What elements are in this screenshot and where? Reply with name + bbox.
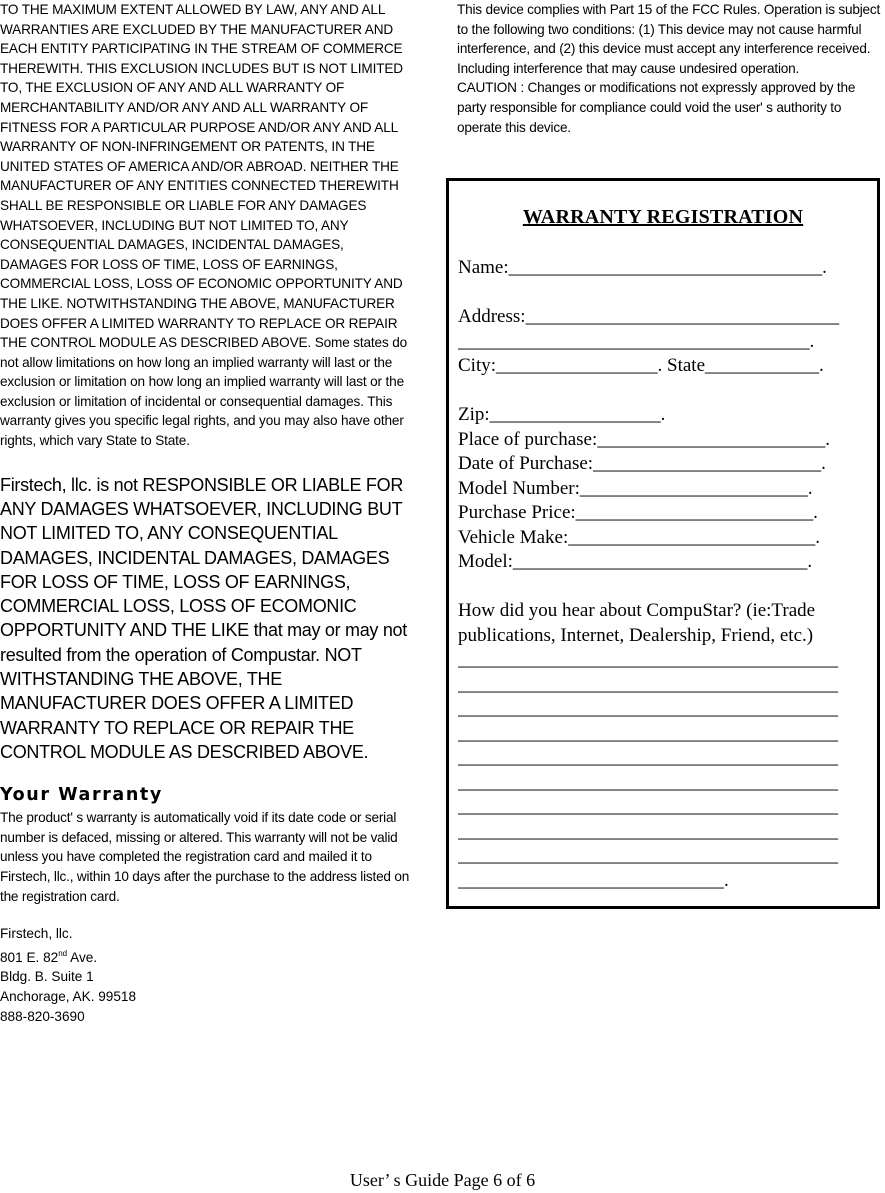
- company-name: Firstech, llc.: [0, 926, 73, 942]
- city-zip: Anchorage, AK. 99518: [0, 988, 137, 1004]
- company-address: [0, 924, 412, 1026]
- disclaimer-text: [0, 0, 412, 451]
- purchase-price-field[interactable]: Purchase Price:_________________________.: [458, 502, 818, 523]
- vehicle-make-field[interactable]: Vehicle Make:__________________________.: [458, 526, 821, 548]
- liability-notice: Firstech, llc. is not RESPONSIBLE OR LIABLE FOR ANY DAMAGES WHATSOEVER, INCLUDING BUT NOT LIMITED TO, ANY CONSEQUENTIAL DAMAGES, INCIDENTAL DAMAGES, DAMAGES FOR LOSS OF TIME, LOSS OF EARNINGS, COMMERCIAL LOSS, LOSS OF ECOMONIC OPPORTUNITY AND THE LIKE that may or may not resulted from the operation of Compustar. NOT WITHSTANDING THE ABOVE, THE MANUFACTURER DOES OFFER A LIMITED WARRANTY TO REPLACE OR REPAIR THE CONTROL MODULE AS DESCRIBED ABOVE.: [0, 474, 407, 762]
- building: Bldg. B. Suite 1: [0, 969, 94, 985]
- page-footer: User’ s Guide Page 6 of 6: [349, 1170, 536, 1190]
- disclaimer-caps: TO THE MAXIMUM EXTENT ALLOWED BY LAW, ANY AND ALL WARRANTIES ARE EXCLUDED BY THE MANUFACTURER AND EACH ENTITY PARTICIPATING IN THE STREAM OF COMMERCE THEREWITH. THIS EXCLUSION INCLUDES BUT IS NOT LIMITED TO, THE EXCLUSION OF ANY AND ALL WARRANTY OF MERCHANTABILITY AND/OR ANY AND ALL WARRANTY OF FITNESS FOR A PARTICULAR PURPOSE AND/OR ANY AND ALL WARRANTY OF NON-INFRINGEMENT OR PATENTS, IN THE UNITED STATES OF AMERICA AND/OR ABROAD. NEITHER THE MANUFACTURER OF ANY ENTITIES CONNECTED THEREWITH SHALL BE RESPONSIBLE OR LIABLE FOR ANY DAMAGES WHATSOEVER, INCLUDING BUT NOT LIMITED TO, ANY CONSEQUENTIAL DAMAGES, INCIDENTAL DAMAGES, DAMAGES FOR LOSS OF TIME, LOSS OF EARNINGS, COMMERCIAL LOSS, LOSS OF ECONOMIC OPPORTUNITY AND THE LIKE. NOTWITHSTANDING THE ABOVE, MANUFACTURER DOES OFFER A LIMITED WARRANTY TO REPLACE OR REPAIR THE CONTROL MODULE AS DESCRIBED ABOVE.: [0, 2, 403, 351]
- model-number-field[interactable]: Model Number:________________________.: [458, 477, 813, 499]
- left-column: [0, 0, 412, 1026]
- warranty-heading: Your Warranty: [0, 785, 163, 806]
- registration-form: [458, 256, 874, 893]
- disclaimer-tail: Some states do not allow limitations on how long an implied warranty will last or the exclusion or limitation on how long an implied warranty will last or the exclusion or limitation of incidental or consequential damages. This warranty gives you specific legal rights, and you may also have other rights, which vary State to State.: [0, 335, 408, 449]
- warranty-body: The product' s warranty is automatically void if its date code or serial number is defaced, missing or altered. This warranty will not be valid unless you have completed the registration card and mailed it to Firstech, llc., within 10 days after the purchase to the address listed on the registration card.: [0, 810, 410, 904]
- answer-line: ________________________________________: [458, 771, 838, 793]
- registration-title: WARRANTY REGISTRATION: [522, 206, 804, 228]
- answer-line: ________________________________________: [458, 722, 838, 744]
- phone-number: 888-820-3690: [0, 1008, 85, 1024]
- city-state-field[interactable]: City:_________________. State____________.: [458, 355, 824, 376]
- zip-field[interactable]: Zip:__________________.: [458, 404, 666, 425]
- source-question: How did you hear about CompuStar? (ie:Trade publications, Internet, Dealership, Friend, etc.): [458, 600, 816, 646]
- answer-line: ________________________________________: [458, 845, 838, 866]
- street-address: 801 E. 82nd Ave.: [0, 948, 98, 965]
- answer-line: ________________________________________: [458, 649, 838, 670]
- answer-line: ________________________________________: [458, 820, 838, 842]
- address-field[interactable]: Address:_________________________________: [458, 306, 840, 327]
- model-field[interactable]: Model:_______________________________.: [458, 551, 813, 572]
- fcc-notice: This device complies with Part 15 of the FCC Rules. Operation is subject to the following two conditions: (1) This device may not cause harmful interference, and (2) this device must accept any interference received. Including interference that may cause undesired operation. CAUTION : Changes or modifications not expressly approved by the party responsible for compliance could void the user' s authority to operate this device.: [457, 2, 881, 135]
- answer-line: ________________________________________: [458, 698, 838, 719]
- name-field[interactable]: Name:_________________________________.: [458, 257, 827, 278]
- answer-line: ________________________________________: [458, 796, 838, 817]
- place-of-purchase-field[interactable]: Place of purchase:________________________.: [458, 428, 831, 450]
- source-answer-area[interactable]: [458, 648, 874, 893]
- answer-line: ________________________________________: [458, 673, 838, 695]
- caution-notice: CAUTION : Changes or modifications not expressly approved by the party responsible for compliance could void the user' s authority to operate this device.: [457, 80, 856, 135]
- answer-line-last: ____________________________.: [458, 869, 729, 891]
- date-of-purchase-field[interactable]: Date of Purchase:________________________.: [458, 453, 826, 474]
- address-field-line2[interactable]: _____________________________________.: [458, 330, 815, 352]
- right-column: [457, 0, 885, 137]
- answer-line: ________________________________________: [458, 747, 838, 768]
- warranty-registration-card: [446, 178, 880, 909]
